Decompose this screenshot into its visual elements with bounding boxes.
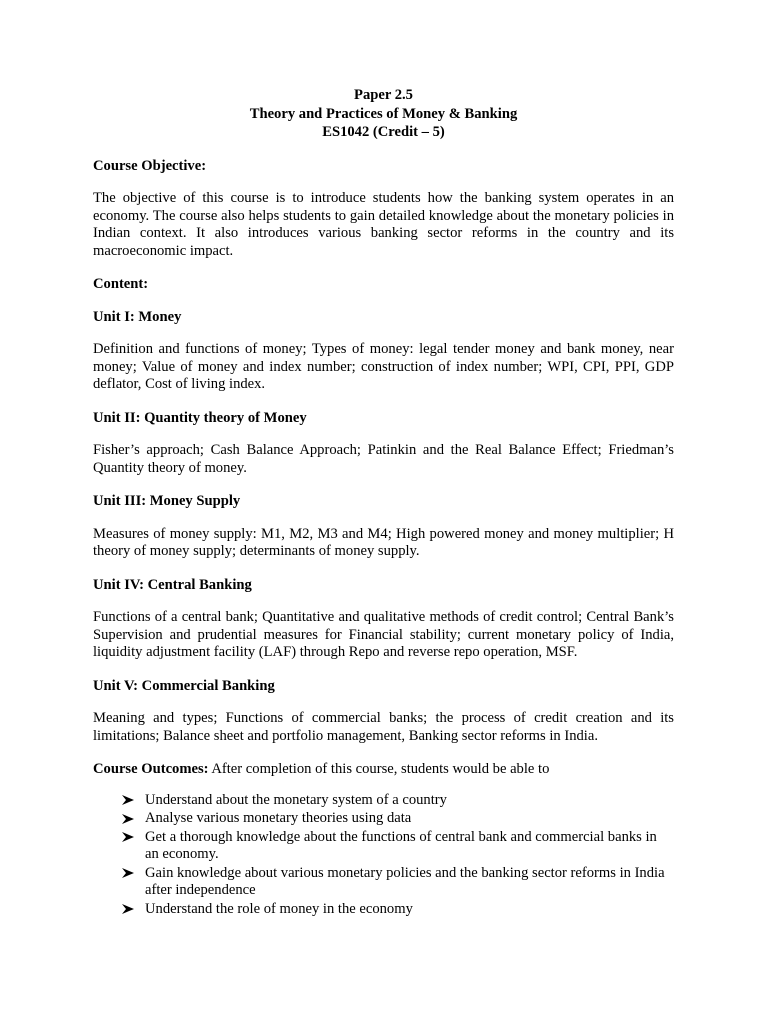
unit-2-text: Fisher’s approach; Cash Balance Approach; Patinkin and the Real Balance Effect; Friedman’s Quantity theory of money. [93, 442, 674, 476]
unit-3-title: Unit III: Money Supply [93, 493, 241, 509]
list-item [122, 792, 674, 810]
list-item [122, 829, 674, 864]
arrow-bullet-icon [122, 865, 136, 883]
course-outcomes-list [93, 792, 674, 919]
unit-2-title: Unit II: Quantity theory of Money [93, 409, 307, 426]
course-code: ES1042 (Credit – 5) [322, 124, 445, 140]
outcome-text: Gain knowledge about various monetary policies and the banking sector reforms in India after independence [145, 864, 665, 898]
unit-1-text: Definition and functions of money; Types of money: legal tender money and bank money, near money; Value of money and index number; construction of index number; WPI, CPI, PPI, GDP deflator, Cost of living index. [93, 341, 674, 392]
document-body [93, 86, 674, 919]
course-outcomes-label: Course Outcomes: [93, 761, 209, 777]
list-item [122, 865, 674, 900]
outcome-text: Get a thorough knowledge about the functions of central bank and commercial banks in an economy. [145, 828, 657, 862]
course-outcomes-line [93, 761, 674, 779]
paper-number: Paper 2.5 [354, 87, 413, 103]
content-heading: Content: [93, 276, 149, 292]
document-header [93, 86, 674, 142]
unit-3-text: Measures of money supply: M1, M2, M3 and M4; High powered money and money multiplier; H theory of money supply; determinants of money supply. [93, 525, 674, 559]
unit-5-title: Unit V: Commercial Banking [93, 677, 275, 694]
outcome-text: Understand the role of money in the economy [145, 900, 413, 917]
unit-4-title: Unit IV: Central Banking [93, 576, 252, 593]
arrow-bullet-icon [122, 792, 136, 810]
paper-title: Theory and Practices of Money & Banking [249, 105, 518, 122]
course-objective-text: The objective of this course is to introduce students how the banking system operates in an economy. The course also helps students to gain detailed knowledge about the monetary policies in Indian context. It also introduces various banking sector reforms in the country and its macroeconomic impact. [93, 190, 674, 259]
course-outcomes-intro: After completion of this course, students would be able to [208, 761, 550, 777]
outcome-text: Understand about the monetary system of a country [145, 791, 447, 808]
outcome-text: Analyse various monetary theories using data [145, 810, 412, 826]
arrow-bullet-icon [122, 901, 136, 919]
list-item [122, 901, 674, 919]
course-objective-heading: Course Objective: [93, 157, 207, 174]
unit-4-text: Functions of a central bank; Quantitative and qualitative methods of credit control; Central Bank’s Supervision and prudential measures for Financial stability; current monetary policy of India, liquidity adjustment facility (LAF) through Repo and reverse repo operation, MSF. [93, 609, 674, 660]
arrow-bullet-icon [122, 829, 136, 847]
unit-5-text: Meaning and types; Functions of commercial banks; the process of credit creation and its limitations; Balance sheet and portfolio management, Banking sector reforms in India. [93, 710, 674, 744]
arrow-bullet-icon [122, 810, 136, 828]
unit-1-title: Unit I: Money [93, 308, 182, 325]
list-item [122, 810, 674, 828]
